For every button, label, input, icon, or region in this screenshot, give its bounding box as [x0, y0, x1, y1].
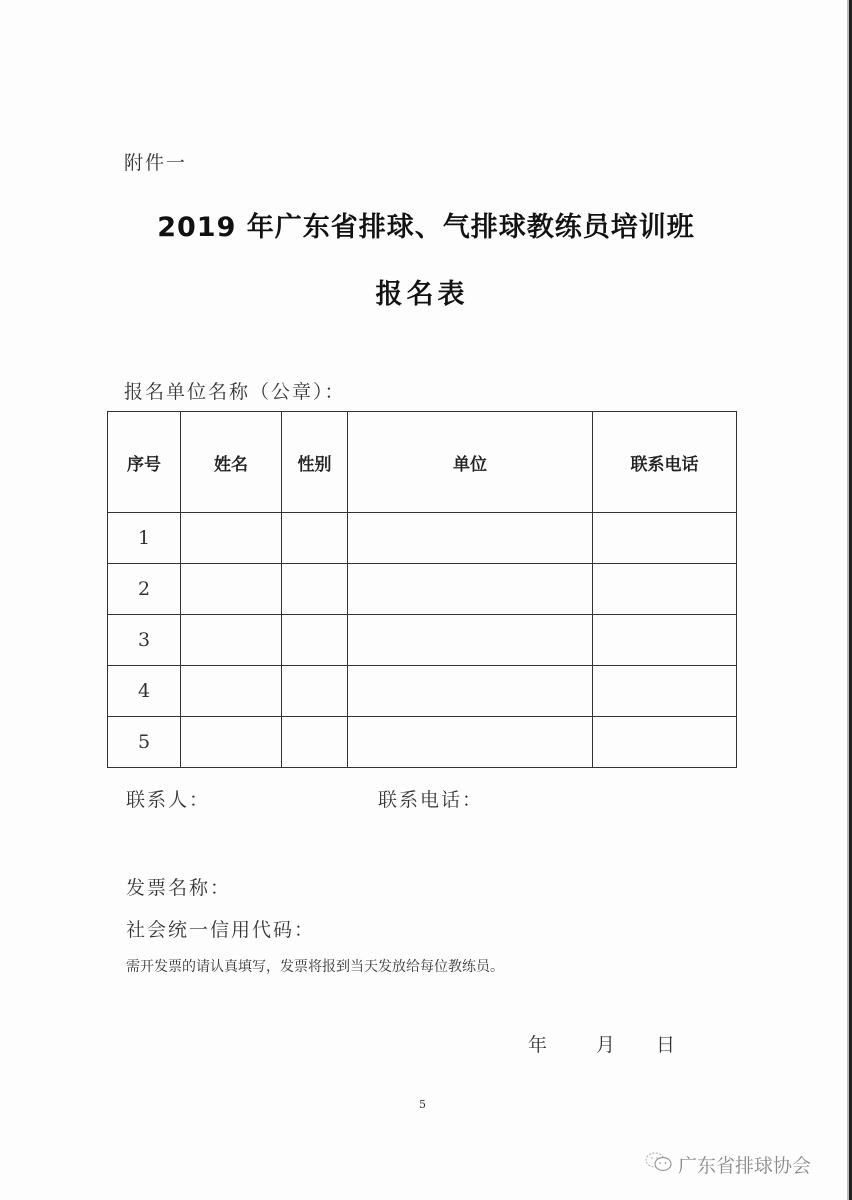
- row-index: 2: [108, 564, 181, 615]
- table-row: [108, 564, 737, 615]
- unit-cell[interactable]: [348, 513, 593, 564]
- date-month: 月: [596, 1034, 616, 1056]
- phone-cell[interactable]: [593, 564, 737, 615]
- row-index: 1: [108, 513, 181, 564]
- name-cell[interactable]: [181, 513, 282, 564]
- gender-cell[interactable]: [282, 666, 348, 717]
- name-cell[interactable]: [181, 615, 282, 666]
- registration-table: [107, 411, 737, 768]
- gender-cell[interactable]: [282, 717, 348, 768]
- unit-cell[interactable]: [348, 564, 593, 615]
- wechat-icon: [644, 1150, 674, 1178]
- gender-cell[interactable]: [282, 564, 348, 615]
- phone-cell[interactable]: [593, 717, 737, 768]
- invoice-note: 需开发票的请认真填写，发票将报到当天发放给每位教练员。: [126, 959, 504, 975]
- table-row: [108, 513, 737, 564]
- header-gender: 性别: [282, 412, 348, 513]
- contact-phone-label: 联系电话：: [378, 789, 484, 811]
- date-day: 日: [656, 1034, 676, 1056]
- name-cell[interactable]: [181, 717, 282, 768]
- credit-code-label: 社会统一信用代码：: [126, 919, 316, 941]
- header-name: 姓名: [181, 412, 282, 513]
- header-index: 序号: [108, 412, 181, 513]
- attachment-label: 附件一: [124, 152, 188, 174]
- unit-cell[interactable]: [348, 615, 593, 666]
- unit-cell[interactable]: [348, 666, 593, 717]
- gender-cell[interactable]: [282, 513, 348, 564]
- row-index: 5: [108, 717, 181, 768]
- watermark-text: 广东省排球协会: [678, 1154, 812, 1177]
- phone-cell[interactable]: [593, 513, 737, 564]
- table-row: [108, 717, 737, 768]
- page-number: 5: [419, 1098, 426, 1111]
- table-row: [108, 666, 737, 717]
- unit-cell[interactable]: [348, 717, 593, 768]
- row-index: 3: [108, 615, 181, 666]
- phone-cell[interactable]: [593, 615, 737, 666]
- gender-cell[interactable]: [282, 615, 348, 666]
- name-cell[interactable]: [181, 666, 282, 717]
- name-cell[interactable]: [181, 564, 282, 615]
- contact-person-label: 联系人：: [126, 789, 211, 811]
- phone-cell[interactable]: [593, 666, 737, 717]
- invoice-name-label: 发票名称：: [126, 877, 232, 899]
- table-row: [108, 615, 737, 666]
- page-title: 2019 年广东省排球、气排球教练员培训班: [157, 212, 695, 243]
- row-index: 4: [108, 666, 181, 717]
- header-phone: 联系电话: [593, 412, 737, 513]
- header-unit: 单位: [348, 412, 593, 513]
- page-subtitle: 报名表: [375, 279, 469, 310]
- watermark: [644, 1150, 811, 1178]
- unit-name-label: 报名单位名称（公章）：: [124, 381, 346, 403]
- table-header-row: [108, 412, 737, 513]
- date-year: 年: [528, 1034, 548, 1056]
